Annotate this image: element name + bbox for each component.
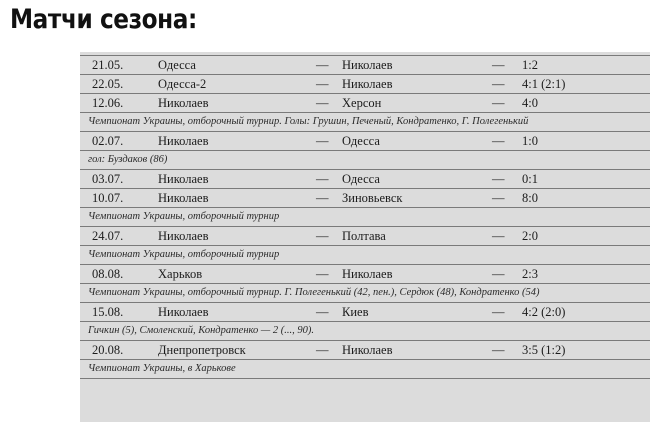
match-date: 12.06. (92, 96, 124, 110)
dash: — (492, 191, 505, 205)
match-note: Чемпионат Украины, отборочный турнир (80, 208, 650, 227)
dash: — (316, 229, 329, 243)
away-team: Николаев (342, 58, 393, 72)
match-date: 10.07. (92, 191, 124, 205)
match-score: 0:1 (522, 172, 538, 186)
match-row (80, 75, 650, 94)
dash: — (316, 96, 329, 110)
home-team: Николаев (158, 172, 209, 186)
match-row (80, 56, 650, 75)
match-date: 20.08. (92, 343, 124, 357)
away-team: Николаев (342, 267, 393, 281)
match-score: 4:2 (2:0) (522, 305, 566, 319)
home-team: Николаев (158, 134, 209, 148)
match-score: 4:0 (522, 96, 538, 110)
dash: — (316, 77, 329, 91)
match-score: 3:5 (1:2) (522, 343, 566, 357)
home-team: Николаев (158, 96, 209, 110)
away-team: Николаев (342, 77, 393, 91)
match-note: Чемпионат Украины, в Харькове (80, 360, 650, 379)
match-date: 24.07. (92, 229, 124, 243)
match-row (80, 132, 650, 151)
match-score: 4:1 (2:1) (522, 77, 566, 91)
dash: — (492, 343, 505, 357)
away-team: Киев (342, 305, 369, 319)
match-score: 2:3 (522, 267, 538, 281)
match-note: Чемпионат Украины, отборочный турнир. Г. Полегенький (42, пен.), Сердюк (48), Кондратенко (54) (80, 284, 650, 303)
match-date: 15.08. (92, 305, 124, 319)
dash: — (492, 172, 505, 186)
match-score: 1:2 (522, 58, 538, 72)
dash: — (492, 267, 505, 281)
away-team: Одесса (342, 134, 380, 148)
match-row (80, 189, 650, 208)
dash: — (492, 134, 505, 148)
dash: — (316, 191, 329, 205)
match-date: 02.07. (92, 134, 124, 148)
dash: — (492, 58, 505, 72)
match-row (80, 94, 650, 113)
match-note: Гичкин (5), Смоленский, Кондратенко — 2 (..., 90). (80, 322, 650, 341)
match-schedule (80, 52, 650, 422)
page-title: Матчи сезона: (10, 4, 197, 35)
match-date: 08.08. (92, 267, 124, 281)
dash: — (316, 172, 329, 186)
home-team: Харьков (158, 267, 203, 281)
dash: — (492, 305, 505, 319)
dash: — (316, 58, 329, 72)
match-date: 21.05. (92, 58, 124, 72)
dash: — (316, 134, 329, 148)
match-row (80, 170, 650, 189)
dash: — (492, 229, 505, 243)
away-team: Зиновьевск (342, 191, 403, 205)
match-date: 03.07. (92, 172, 124, 186)
home-team: Николаев (158, 191, 209, 205)
match-score: 8:0 (522, 191, 538, 205)
dash: — (316, 267, 329, 281)
match-date: 22.05. (92, 77, 124, 91)
match-note: Чемпионат Украины, отборочный турнир. Голы: Грушин, Печеный, Кондратенко, Г. Полегенький (80, 113, 650, 132)
home-team: Днепропетровск (158, 343, 246, 357)
match-row (80, 227, 650, 246)
match-score: 2:0 (522, 229, 538, 243)
dash: — (492, 96, 505, 110)
match-note: гол: Буздаков (86) (80, 151, 650, 170)
match-row (80, 265, 650, 284)
match-score: 1:0 (522, 134, 538, 148)
dash: — (316, 305, 329, 319)
dash: — (492, 77, 505, 91)
away-team: Херсон (342, 96, 382, 110)
away-team: Полтава (342, 229, 386, 243)
home-team: Одесса (158, 58, 196, 72)
match-row (80, 341, 650, 360)
home-team: Одесса-2 (158, 77, 207, 91)
away-team: Одесса (342, 172, 380, 186)
match-note: Чемпионат Украины, отборочный турнир (80, 246, 650, 265)
match-row (80, 303, 650, 322)
home-team: Николаев (158, 305, 209, 319)
away-team: Николаев (342, 343, 393, 357)
home-team: Николаев (158, 229, 209, 243)
dash: — (316, 343, 329, 357)
